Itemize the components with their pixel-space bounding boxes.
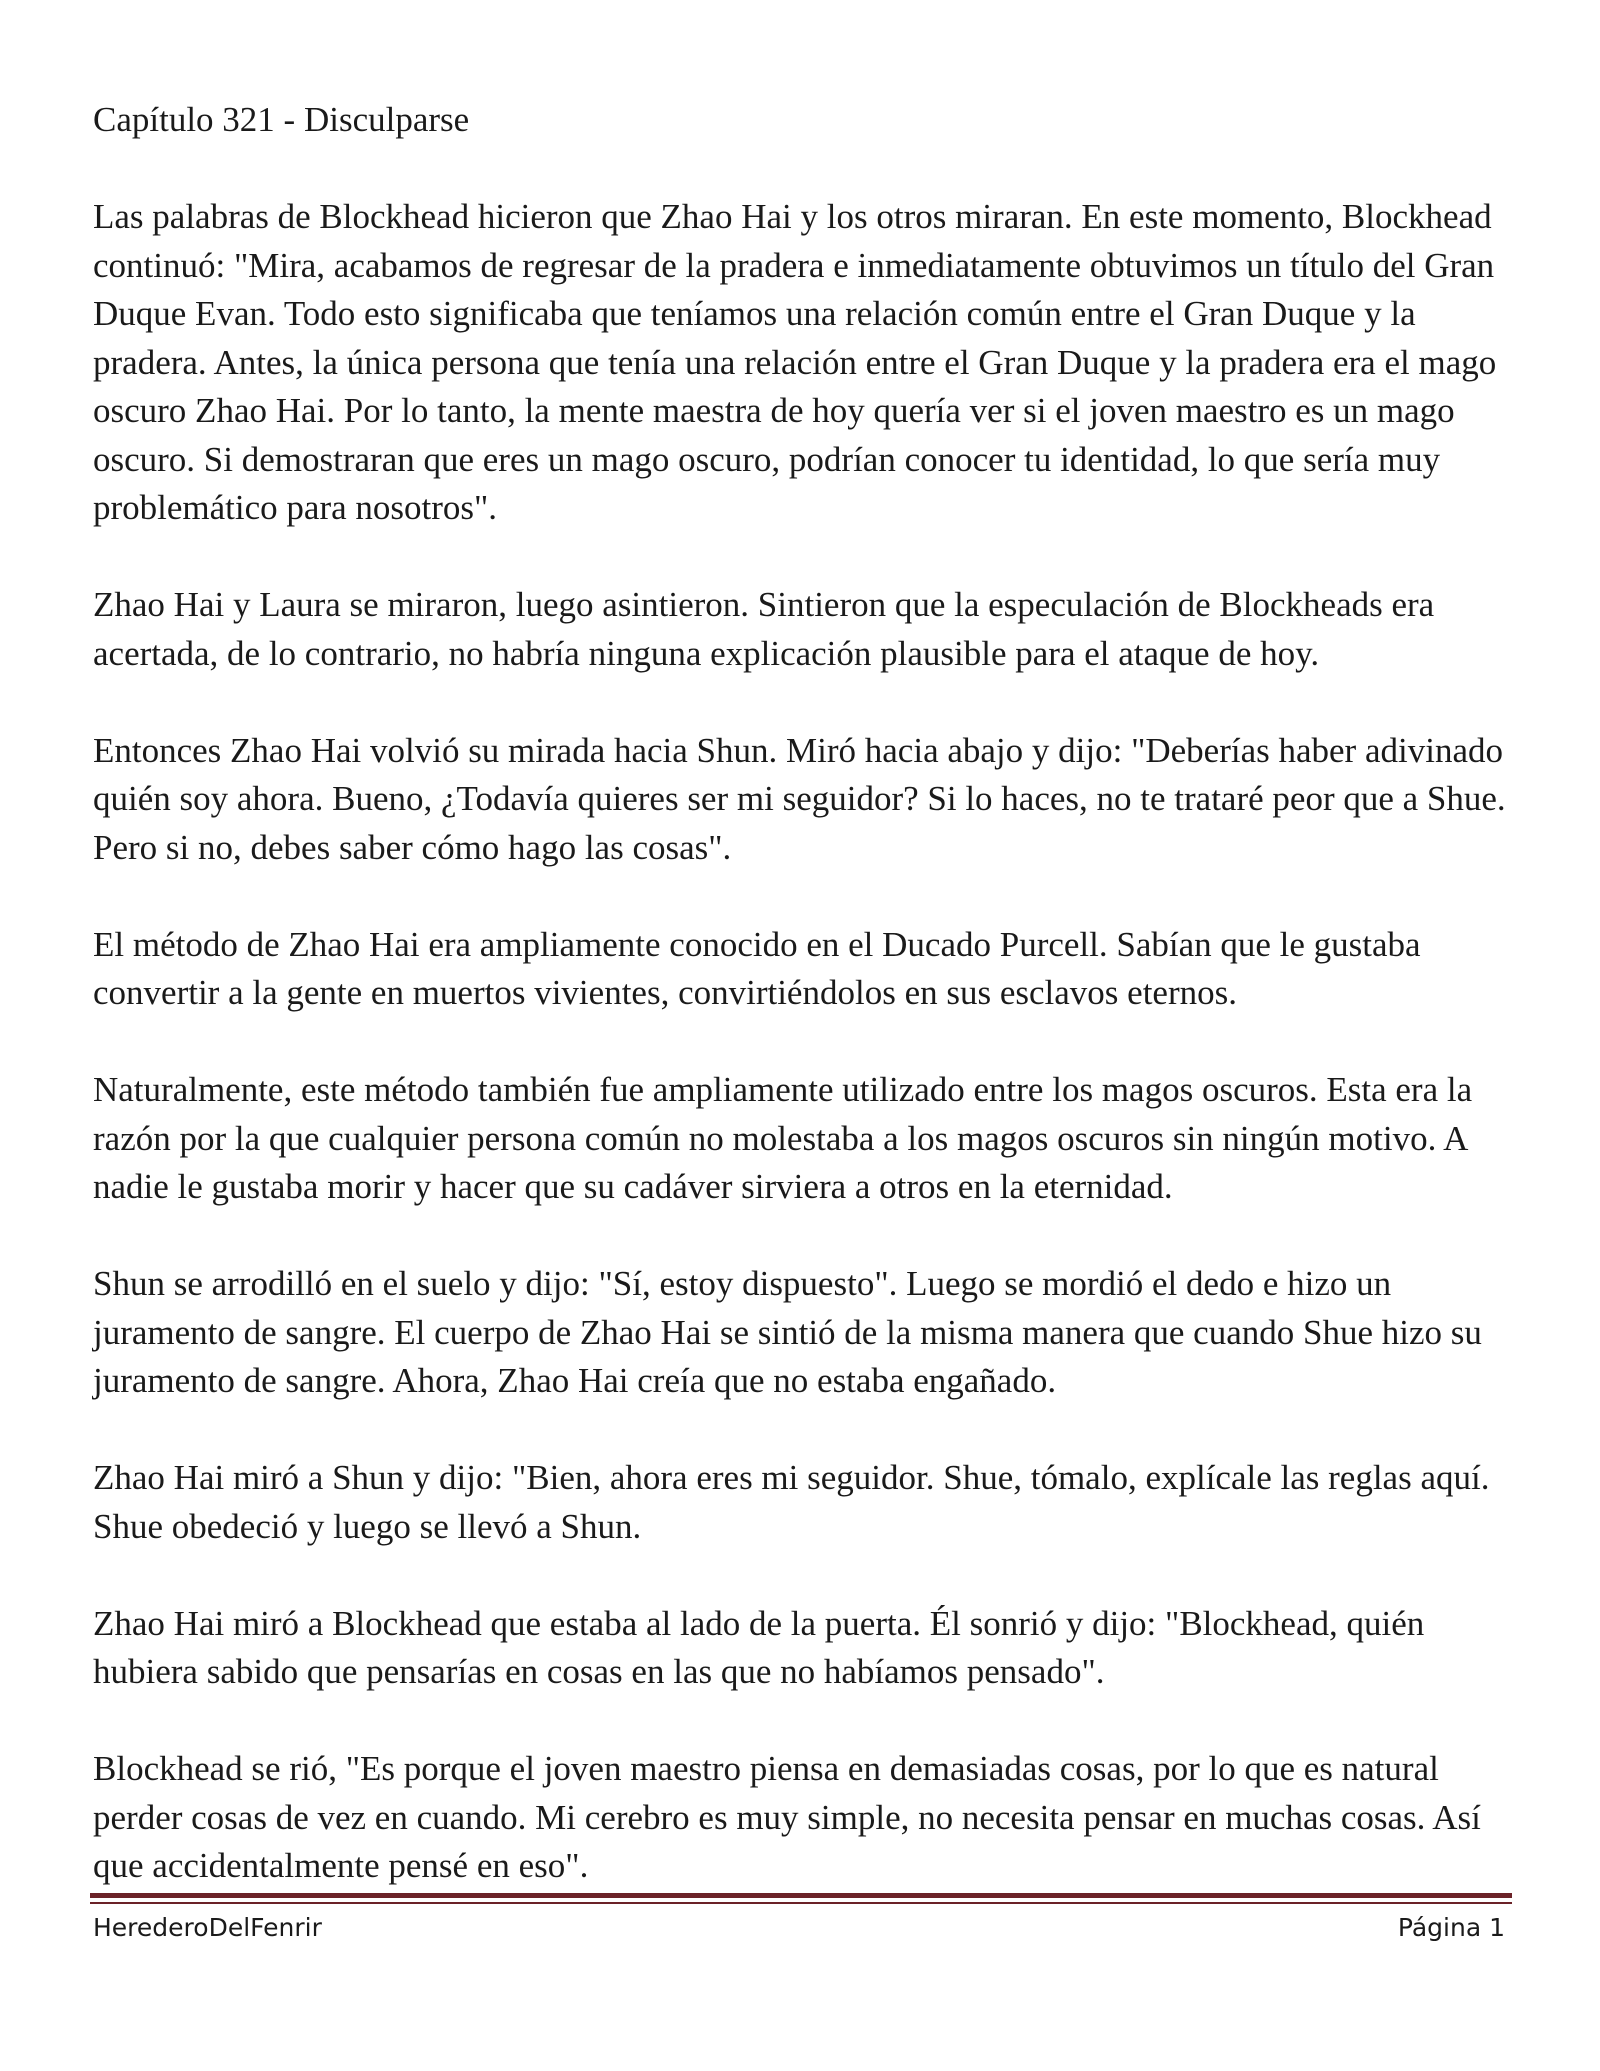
paragraph: Zhao Hai y Laura se miraron, luego asintieron. Sintieron que la especulación de Blockheads era acertada, de lo contrario, no habría ninguna explicación plausible para el ataque de hoy. [93, 585, 1435, 673]
paragraph: El método de Zhao Hai era ampliamente conocido en el Ducado Purcell. Sabían que le gustaba convertir a la gente en muertos vivientes, convirtiéndolos en sus esclavos eternos. [93, 924, 1421, 1012]
paragraph: Zhao Hai miró a Shun y dijo: "Bien, ahora eres mi seguidor. Shue, tómalo, explícale las reglas aquí. Shue obedeció y luego se llevó a Shun. [93, 1458, 1490, 1546]
footer-page-number: Página 1 [1397, 1913, 1505, 1942]
chapter-title: Capítulo 321 - Disculparse [93, 100, 470, 139]
footer-author: HerederoDelFenrir [93, 1913, 322, 1942]
footer-rule-thin [90, 1902, 1512, 1904]
paragraph: Naturalmente, este método también fue ampliamente utilizado entre los magos oscuros. Esta era la razón por la que cualquier persona común no molestaba a los magos oscuros sin ningún motivo. A nadie le gustaba morir y hacer que su cadáver sirviera a otros en la eternidad. [93, 1070, 1473, 1206]
paragraph: Shun se arrodilló en el suelo y dijo: "Sí, estoy dispuesto". Luego se mordió el dedo e hizo un juramento de sangre. El cuerpo de Zhao Hai se sintió de la misma manera que cuando Shue hizo su juramento de sangre. Ahora, Zhao Hai creía que no estaba engañado. [93, 1264, 1482, 1400]
paragraph: Entonces Zhao Hai volvió su mirada hacia Shun. Miró hacia abajo y dijo: "Deberías haber adivinado quién soy ahora. Bueno, ¿Todavía quieres ser mi seguidor? Si lo haces, no te trataré peor que a Shue. Pero si no, debes saber cómo hago las cosas". [93, 730, 1506, 867]
paragraph: Zhao Hai miró a Blockhead que estaba al lado de la puerta. Él sonrió y dijo: "Blockhead, quién hubiera sabido que pensarías en cosas en las que no habíamos pensado". [93, 1603, 1425, 1691]
paragraph: Blockhead se rió, "Es porque el joven maestro piensa en demasiadas cosas, por lo que es natural perder cosas de vez en cuando. Mi cerebro es muy simple, no necesita pensar en muchas cosas. Así que accidentalmente pensé en eso". [93, 1749, 1481, 1885]
paragraph: Las palabras de Blockhead hicieron que Zhao Hai y los otros miraran. En este momento, Blockhead continuó: "Mira, acabamos de regresar de la pradera e inmediatamente obtuvimos un título del Gran Duque Evan. Todo esto significaba que teníamos una relación común entre el Gran Duque y la pradera. Antes, la única persona que tenía una relación entre el Gran Duque y la pradera era el mago oscuro Zhao Hai. Por lo tanto, la mente maestra de hoy quería ver si el joven maestro es un mago oscuro. Si demostraran que eres un mago oscuro, podrían conocer tu identidad, lo que sería muy problemático para nosotros". [93, 197, 1497, 527]
footer-rule-thick [90, 1893, 1512, 1898]
document-body [93, 96, 1513, 1891]
